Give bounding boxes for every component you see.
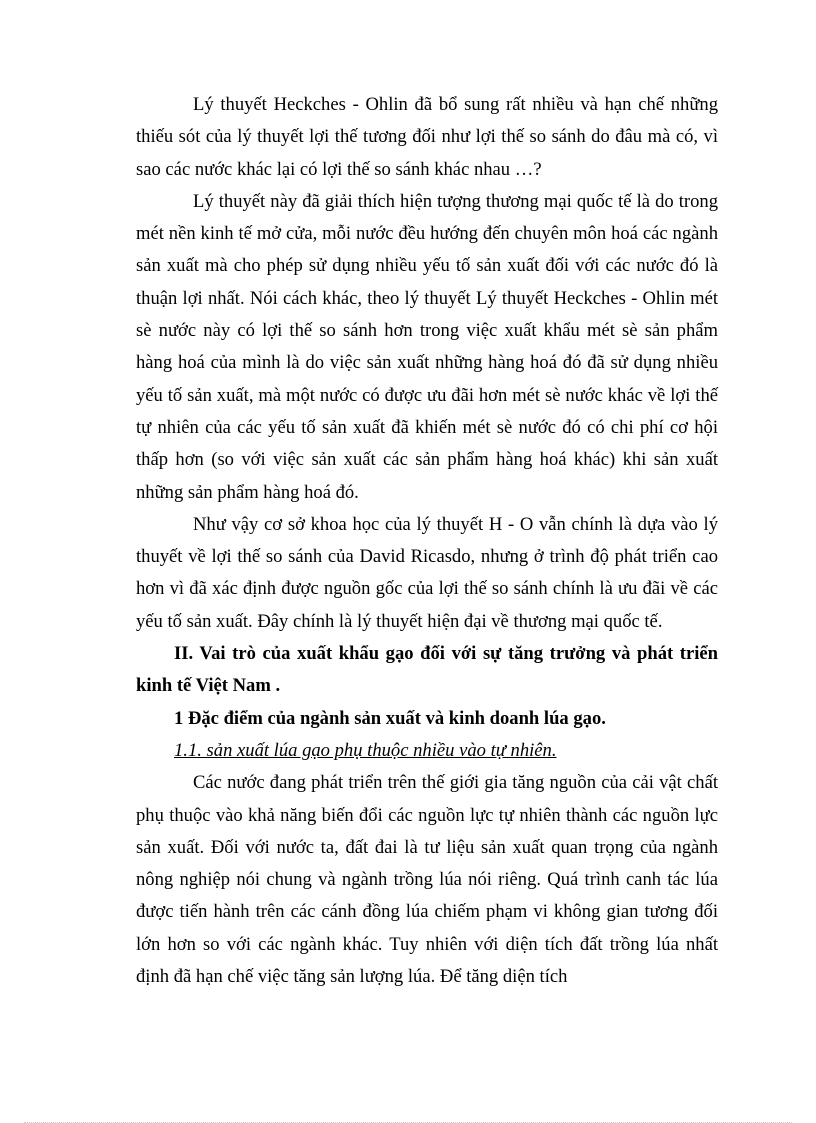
sub-subsection-heading: 1.1. sản xuất lúa gạo phụ thuộc nhiều vào tự nhiên.	[174, 739, 557, 761]
paragraph-h-o-conclusion: Như vậy cơ sở khoa học của lý thuyết H - O vẫn chính là dựa vào lý thuyết về lợi thế so sánh của David Ricasdo, nhưng ở trình độ phát triển cao hơn vì đã xác định được nguồn gốc của lợi thế so sánh chính là ưu đãi về các yếu tố sản xuất. Đây chính là lý thuyết hiện đại về thương mại quốc tế.	[136, 513, 718, 632]
document-body	[136, 89, 718, 993]
subsection-heading: 1 Đặc điểm của ngành sản xuất và kinh doanh lúa gạo.	[174, 707, 606, 729]
section-heading: II. Vai trò của xuất khẩu gạo đối với sự tăng trưởng và phát triển kinh tế Việt Nam .	[136, 643, 718, 697]
paragraph-theory-explanation: Lý thuyết này đã giải thích hiện tượng thương mại quốc tế là do trong mét nền kinh tế mở cửa, mỗi nước đều hướng đến chuyên môn hoá các ngành sản xuất mà cho phép sử dụng nhiều yếu tố sản xuất đối với các nước đó là thuận lợi nhất. Nói cách khác, theo lý thuyết Lý thuyết Heckches - Ohlin mét sè nước này có lợi thế so sánh hơn trong việc xuất khẩu mét sè sản phẩm hàng hoá của mình là do việc sản xuất những hàng hoá đó đã sử dụng nhiều yếu tố sản xuất, mà một nước có được ưu đãi hơn mét sè nước khác về lợi thế tự nhiên của các yếu tố sản xuất đã khiến mét sè nước đó có chi phí cơ hội thấp hơn (so với việc sản xuất các sản phẩm hàng hoá khác) khi sản xuất những sản phẩm hàng hoá đó.	[136, 190, 718, 503]
paragraph-rice-production: Các nước đang phát triển trên thế giới gia tăng nguồn của cải vật chất phụ thuộc vào khả năng biến đổi các nguồn lực tự nhiên thành các nguồn lực sản xuất. Đối với nước ta, đất đai là tư liệu sản xuất quan trọng của ngành nông nghiệp nói chung và ngành trồng lúa nói riêng. Quá trình canh tác lúa được tiến hành trên các cánh đồng lúa chiếm phạm vi không gian tương đối lớn hơn so với các ngành khác. Tuy nhiên với diện tích đất trồng lúa nhất định đã hạn chế việc tăng sản lượng lúa. Để tăng diện tích	[136, 772, 718, 988]
paragraph-heckscher-ohlin-intro: Lý thuyết Heckches - Ohlin đã bổ sung rất nhiều và hạn chế những thiếu sót của lý thuyết lợi thế tương đối như lợi thế so sánh do đâu mà có, vì sao các nước khác lại có lợi thế so sánh khác nhau …?	[136, 94, 718, 180]
